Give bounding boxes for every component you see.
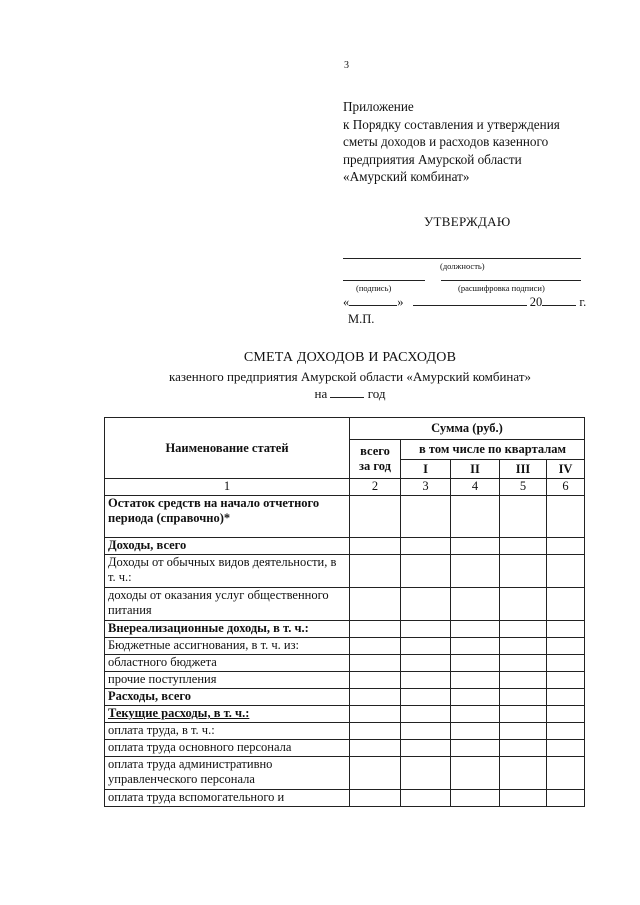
document-subtitle: казенного предприятия Амурской области «Амурский комбинат» xyxy=(169,369,531,384)
year-blank xyxy=(542,294,576,306)
table-row xyxy=(105,790,585,807)
document-title: СМЕТА ДОХОДОВ И РАСХОДОВ xyxy=(243,350,457,365)
header-quarter-1: I xyxy=(401,460,451,479)
amount-cell[interactable] xyxy=(451,740,500,757)
amount-cell[interactable] xyxy=(401,588,451,621)
amount-cell[interactable] xyxy=(451,496,500,538)
table-row xyxy=(105,496,585,538)
table-row xyxy=(105,740,585,757)
signature-caption: (подпись) xyxy=(356,283,392,293)
row-label: Доходы от обычных видов деятельности, в т. ч.: xyxy=(105,555,350,588)
amount-cell[interactable] xyxy=(350,621,401,638)
amount-cell[interactable] xyxy=(547,496,585,538)
approval-date xyxy=(343,294,586,310)
amount-cell[interactable] xyxy=(547,588,585,621)
column-number: 4 xyxy=(451,479,500,496)
table-row xyxy=(105,638,585,655)
amount-cell[interactable] xyxy=(547,555,585,588)
row-label: прочие поступления xyxy=(105,672,350,689)
amount-cell[interactable] xyxy=(500,790,547,807)
amount-cell[interactable] xyxy=(451,723,500,740)
table-row xyxy=(105,706,585,723)
table-row xyxy=(105,757,585,790)
amount-cell[interactable] xyxy=(547,790,585,807)
amount-cell[interactable] xyxy=(401,638,451,655)
amount-cell[interactable] xyxy=(547,723,585,740)
amount-cell[interactable] xyxy=(350,672,401,689)
amount-cell[interactable] xyxy=(401,757,451,790)
amount-cell[interactable] xyxy=(350,723,401,740)
row-label: оплата труда вспомогательного и xyxy=(105,790,350,807)
amount-cell[interactable] xyxy=(401,538,451,555)
amount-cell[interactable] xyxy=(451,757,500,790)
column-number: 2 xyxy=(350,479,401,496)
header-total-line2: за год xyxy=(359,459,391,473)
column-number: 5 xyxy=(500,479,547,496)
year-line-blank xyxy=(330,386,364,398)
header-quarters: в том числе по кварталам xyxy=(401,440,585,460)
amount-cell[interactable] xyxy=(500,655,547,672)
date-open-quote: « xyxy=(343,295,350,309)
amount-cell[interactable] xyxy=(401,740,451,757)
amount-cell[interactable] xyxy=(350,588,401,621)
amount-cell[interactable] xyxy=(350,757,401,790)
amount-cell[interactable] xyxy=(350,496,401,538)
amount-cell[interactable] xyxy=(500,706,547,723)
amount-cell[interactable] xyxy=(547,689,585,706)
header-quarter-2: II xyxy=(451,460,500,479)
header-name: Наименование статей xyxy=(105,418,350,479)
signature-line xyxy=(343,280,425,281)
column-number: 3 xyxy=(401,479,451,496)
table-row xyxy=(105,555,585,588)
amount-cell[interactable] xyxy=(401,621,451,638)
amount-cell[interactable] xyxy=(500,689,547,706)
appendix-line: к Порядку составления и утверждения xyxy=(343,116,560,132)
amount-cell[interactable] xyxy=(547,621,585,638)
amount-cell[interactable] xyxy=(451,588,500,621)
appendix-block xyxy=(343,98,560,186)
column-number: 6 xyxy=(547,479,585,496)
position-caption: (должность) xyxy=(440,261,485,271)
column-number: 1 xyxy=(105,479,350,496)
row-label: Доходы, всего xyxy=(105,538,350,555)
stamp-mark: М.П. xyxy=(348,312,375,326)
amount-cell[interactable] xyxy=(451,655,500,672)
amount-cell[interactable] xyxy=(451,638,500,655)
amount-cell[interactable] xyxy=(451,621,500,638)
amount-cell[interactable] xyxy=(547,538,585,555)
estimate-table xyxy=(104,417,585,807)
page-number: 3 xyxy=(344,60,349,71)
amount-cell[interactable] xyxy=(451,538,500,555)
table-row xyxy=(105,588,585,621)
appendix-line: Приложение xyxy=(343,99,414,114)
document-year-line xyxy=(0,386,640,402)
appendix-line: сметы доходов и расходов казенного xyxy=(343,134,549,149)
row-label: областного бюджета xyxy=(105,655,350,672)
appendix-line: «Амурский комбинат» xyxy=(343,169,470,184)
year-line-prefix: на xyxy=(314,386,328,401)
column-numbers-row xyxy=(105,479,585,496)
amount-cell[interactable] xyxy=(547,672,585,689)
amount-cell[interactable] xyxy=(547,757,585,790)
amount-cell[interactable] xyxy=(401,689,451,706)
amount-cell[interactable] xyxy=(401,655,451,672)
table-row xyxy=(105,655,585,672)
amount-cell[interactable] xyxy=(500,555,547,588)
header-total-line1: всего xyxy=(360,444,390,458)
position-line xyxy=(343,258,581,259)
day-blank xyxy=(349,294,397,306)
amount-cell[interactable] xyxy=(350,538,401,555)
amount-cell[interactable] xyxy=(350,555,401,588)
amount-cell[interactable] xyxy=(500,496,547,538)
amount-cell[interactable] xyxy=(451,790,500,807)
table-row xyxy=(105,538,585,555)
amount-cell[interactable] xyxy=(500,740,547,757)
row-label: Текущие расходы, в т. ч.: xyxy=(105,706,350,723)
approval-heading: УТВЕРЖДАЮ xyxy=(424,214,511,229)
amount-cell[interactable] xyxy=(451,689,500,706)
amount-cell[interactable] xyxy=(350,689,401,706)
amount-cell[interactable] xyxy=(500,588,547,621)
amount-cell[interactable] xyxy=(500,723,547,740)
amount-cell[interactable] xyxy=(547,740,585,757)
row-label: Внереализационные доходы, в т. ч.: xyxy=(105,621,350,638)
signature-decoding-caption: (расшифровка подписи) xyxy=(458,283,545,293)
header-total xyxy=(350,440,401,479)
amount-cell[interactable] xyxy=(451,672,500,689)
row-label: оплата труда, в т. ч.: xyxy=(105,723,350,740)
amount-cell[interactable] xyxy=(401,723,451,740)
signature-decoding-line xyxy=(441,280,581,281)
row-label: оплата труда основного персонала xyxy=(105,740,350,757)
table-row xyxy=(105,672,585,689)
amount-cell[interactable] xyxy=(547,706,585,723)
amount-cell[interactable] xyxy=(547,638,585,655)
amount-cell[interactable] xyxy=(547,655,585,672)
row-label: доходы от оказания услуг общественного питания xyxy=(105,588,350,621)
amount-cell[interactable] xyxy=(350,655,401,672)
amount-cell[interactable] xyxy=(350,740,401,757)
amount-cell[interactable] xyxy=(350,790,401,807)
header-quarter-4: IV xyxy=(547,460,585,479)
amount-cell[interactable] xyxy=(401,790,451,807)
amount-cell[interactable] xyxy=(350,706,401,723)
amount-cell[interactable] xyxy=(451,555,500,588)
amount-cell[interactable] xyxy=(500,538,547,555)
month-blank xyxy=(413,294,527,306)
amount-cell[interactable] xyxy=(500,757,547,790)
amount-cell[interactable] xyxy=(401,555,451,588)
row-label: Расходы, всего xyxy=(105,689,350,706)
amount-cell[interactable] xyxy=(350,638,401,655)
amount-cell[interactable] xyxy=(500,638,547,655)
amount-cell[interactable] xyxy=(500,621,547,638)
date-close-quote: » xyxy=(397,295,404,309)
table-row xyxy=(105,621,585,638)
appendix-line: предприятия Амурской области xyxy=(343,151,522,167)
amount-cell[interactable] xyxy=(451,706,500,723)
amount-cell[interactable] xyxy=(401,672,451,689)
amount-cell[interactable] xyxy=(500,672,547,689)
header-quarter-3: III xyxy=(500,460,547,479)
year-line-suffix: год xyxy=(367,386,386,401)
year-suffix: г. xyxy=(579,295,587,309)
row-label: оплата труда административно управленческого персонала xyxy=(105,757,350,790)
row-label: Остаток средств на начало отчетного периода (справочно)* xyxy=(105,496,350,538)
header-sum: Сумма (руб.) xyxy=(350,418,585,440)
year-prefix: 20 xyxy=(529,295,543,309)
amount-cell[interactable] xyxy=(401,706,451,723)
table-row xyxy=(105,723,585,740)
row-label: Бюджетные ассигнования, в т. ч. из: xyxy=(105,638,350,655)
amount-cell[interactable] xyxy=(401,496,451,538)
table-row xyxy=(105,689,585,706)
